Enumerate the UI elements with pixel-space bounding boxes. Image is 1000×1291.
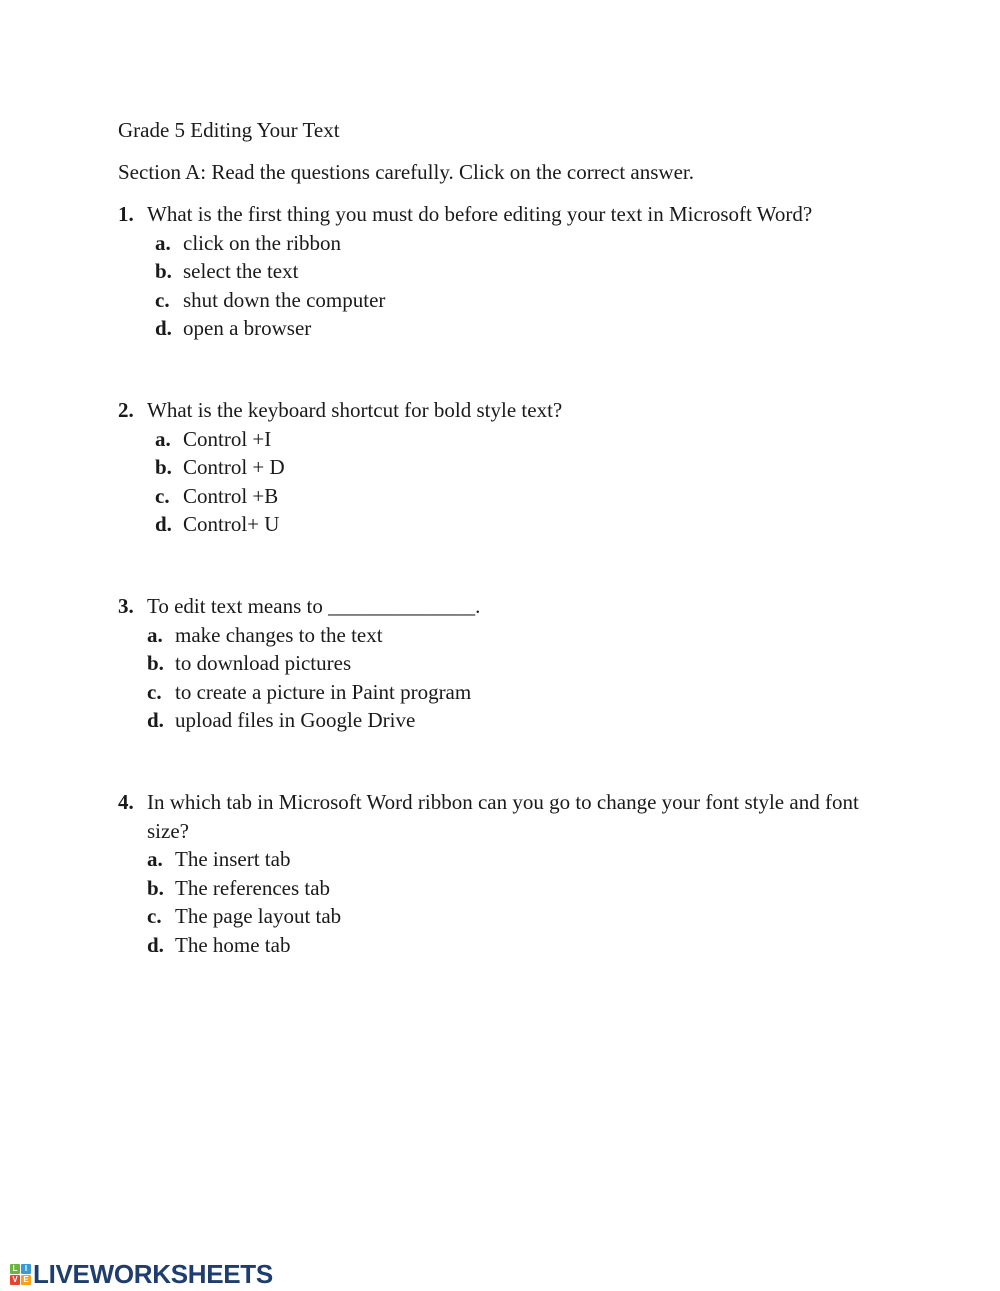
question-text: What is the first thing you must do before editing your text in Microsoft Word? xyxy=(147,202,813,226)
option-d[interactable] xyxy=(155,510,898,539)
option-a[interactable] xyxy=(147,845,898,874)
instructions: Section A: Read the questions carefully. Click on the correct answer. xyxy=(118,160,694,184)
option-c[interactable] xyxy=(155,286,898,315)
option-d[interactable] xyxy=(147,931,898,960)
option-letter: a. xyxy=(147,847,163,871)
question-number: 1. xyxy=(118,202,134,226)
option-letter: d. xyxy=(155,512,172,536)
option-letter: b. xyxy=(147,875,164,900)
option-text[interactable]: open a browser xyxy=(183,316,312,340)
option-letter: a. xyxy=(147,622,163,647)
option-text[interactable]: to download pictures xyxy=(175,651,352,675)
option-letter: b. xyxy=(155,259,172,283)
option-text[interactable]: Control +I xyxy=(183,426,272,451)
question-text: In which tab in Microsoft Word ribbon can you go to change your font style and font size? xyxy=(147,790,859,843)
logo-text: LIVEWORKSHEETS xyxy=(33,1259,273,1289)
question-number: 4. xyxy=(118,790,134,814)
question-2 xyxy=(118,396,898,539)
option-text[interactable]: The home tab xyxy=(175,932,291,957)
option-letter: d. xyxy=(155,316,172,340)
option-letter: c. xyxy=(155,287,170,312)
option-letter: b. xyxy=(155,455,172,479)
option-letter: b. xyxy=(147,651,164,675)
option-text[interactable]: The references tab xyxy=(175,875,331,900)
question-4 xyxy=(118,788,898,959)
logo-letter-i: I xyxy=(21,1264,31,1274)
option-d[interactable] xyxy=(155,314,898,343)
option-d[interactable] xyxy=(147,706,898,735)
logo-icon xyxy=(10,1264,31,1285)
question-number: 3. xyxy=(118,594,134,618)
option-a[interactable] xyxy=(155,425,898,454)
option-text[interactable]: shut down the computer xyxy=(183,287,386,312)
option-letter: d. xyxy=(147,932,164,957)
question-3 xyxy=(118,592,898,735)
option-text[interactable]: Control+ U xyxy=(183,512,280,536)
option-letter: a. xyxy=(155,426,171,451)
question-1 xyxy=(118,200,898,343)
logo-letter-e: E xyxy=(21,1275,31,1285)
option-text[interactable]: The page layout tab xyxy=(175,904,342,928)
option-b[interactable] xyxy=(147,649,898,678)
option-letter: c. xyxy=(147,679,162,704)
option-letter: d. xyxy=(147,708,164,732)
question-text: To edit text means to ______________. xyxy=(147,594,481,618)
logo-letter-l: L xyxy=(10,1264,20,1274)
option-letter: a. xyxy=(155,230,171,255)
worksheet-title: Grade 5 Editing Your Text xyxy=(118,118,340,142)
option-b[interactable] xyxy=(147,874,898,903)
option-text[interactable]: Control + D xyxy=(183,455,285,479)
option-text[interactable]: make changes to the text xyxy=(175,622,383,647)
question-text: What is the keyboard shortcut for bold style text? xyxy=(147,398,563,422)
option-text[interactable]: The insert tab xyxy=(175,847,291,871)
option-c[interactable] xyxy=(155,482,898,511)
option-c[interactable] xyxy=(147,678,898,707)
liveworksheets-logo[interactable] xyxy=(10,1261,273,1287)
option-text[interactable]: select the text xyxy=(183,259,299,283)
option-c[interactable] xyxy=(147,902,898,931)
option-letter: c. xyxy=(155,483,170,508)
question-number: 2. xyxy=(118,398,134,422)
option-a[interactable] xyxy=(155,229,898,258)
logo-letter-v: V xyxy=(10,1275,20,1285)
option-b[interactable] xyxy=(155,257,898,286)
option-text[interactable]: click on the ribbon xyxy=(183,230,342,255)
option-text[interactable]: upload files in Google Drive xyxy=(175,708,416,732)
option-text[interactable]: to create a picture in Paint program xyxy=(175,679,472,704)
option-b[interactable] xyxy=(155,453,898,482)
option-text[interactable]: Control +B xyxy=(183,483,279,508)
option-a[interactable] xyxy=(147,621,898,650)
option-letter: c. xyxy=(147,904,162,928)
